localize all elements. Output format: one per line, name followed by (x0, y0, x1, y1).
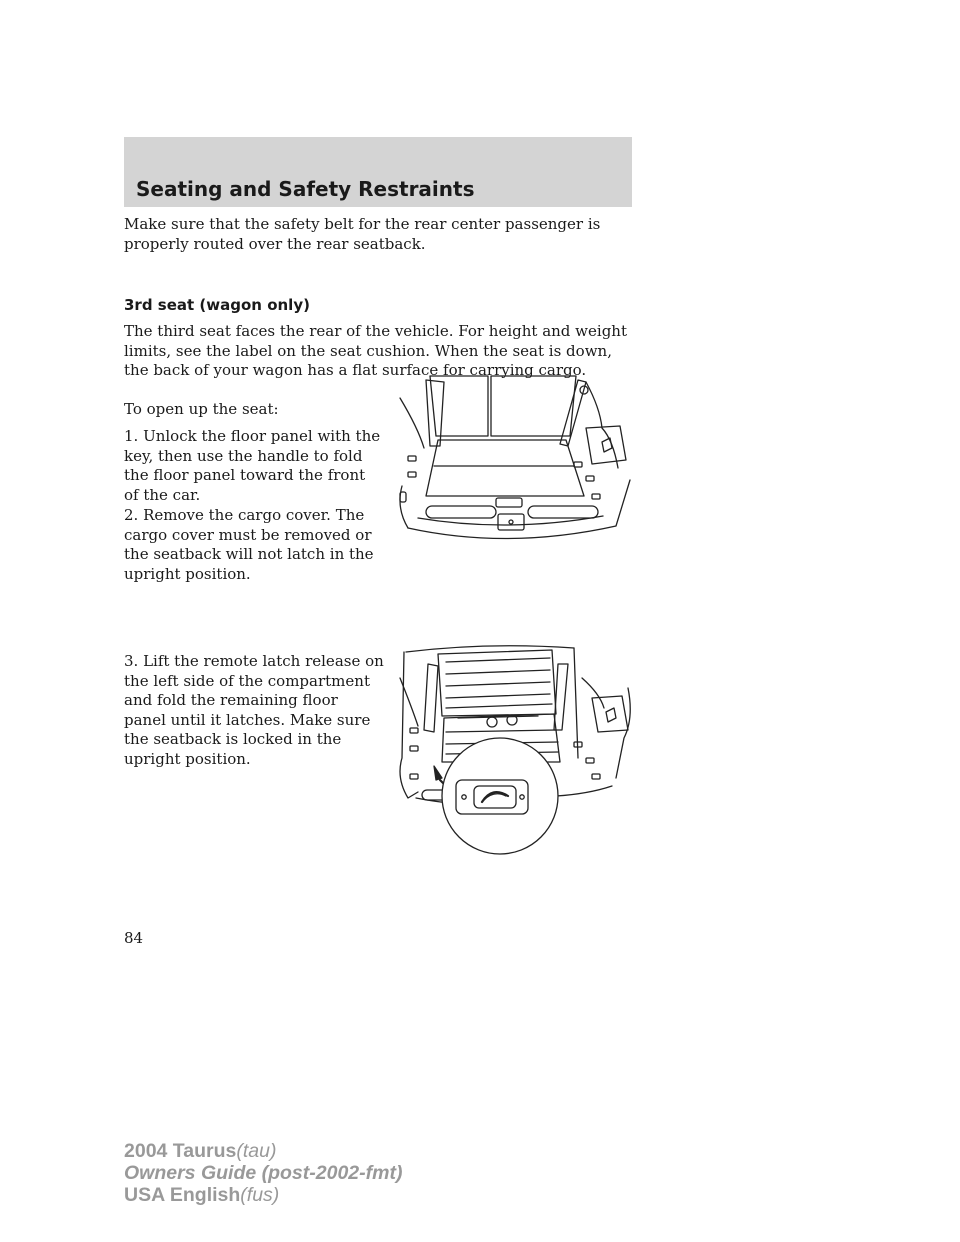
footer-model-code: (tau) (236, 1140, 277, 1162)
illustration-seat-upright-latch (388, 638, 638, 862)
illustration-cargo-floor-folded (388, 368, 638, 548)
intro-paragraph: Make sure that the safety belt for the rear center passenger is properly routed over the rear seatback. (124, 215, 601, 253)
footer-language: USA English (124, 1184, 241, 1206)
page-number: 84 (124, 929, 144, 947)
footer-guide: Owners Guide (post-2002-fmt) (124, 1162, 403, 1184)
step-2: 2. Remove the cargo cover. The cargo cover must be removed or the seatback will not latch in the upright position. (124, 506, 374, 583)
subheading-3rd-seat: 3rd seat (wagon only) (124, 296, 310, 314)
footer-model: 2004 Taurus (124, 1140, 237, 1162)
section-header (124, 137, 632, 207)
footer-line-guide (124, 1162, 402, 1184)
footer-language-code: (fus) (240, 1184, 280, 1206)
footer-line-model (124, 1140, 402, 1162)
footer-line-language (124, 1184, 402, 1206)
document-footer (124, 1140, 402, 1206)
step-1: 1. Unlock the floor panel with the key, then use the handle to fold the floor panel toward the front of the car. (124, 427, 381, 504)
section-title: Seating and Safety Restraints (136, 177, 475, 201)
open-lead-paragraph: To open up the seat: (124, 400, 279, 418)
description-paragraph: The third seat faces the rear of the vehicle. For height and weight limits, see the label on the seat cushion. When the seat is down, the back of your wagon has a flat surface for carrying cargo. (124, 322, 627, 379)
step-3: 3. Lift the remote latch release on the left side of the compartment and fold the remaining floor panel until it latches. Make sure the seatback is locked in the upright position. (124, 652, 384, 768)
